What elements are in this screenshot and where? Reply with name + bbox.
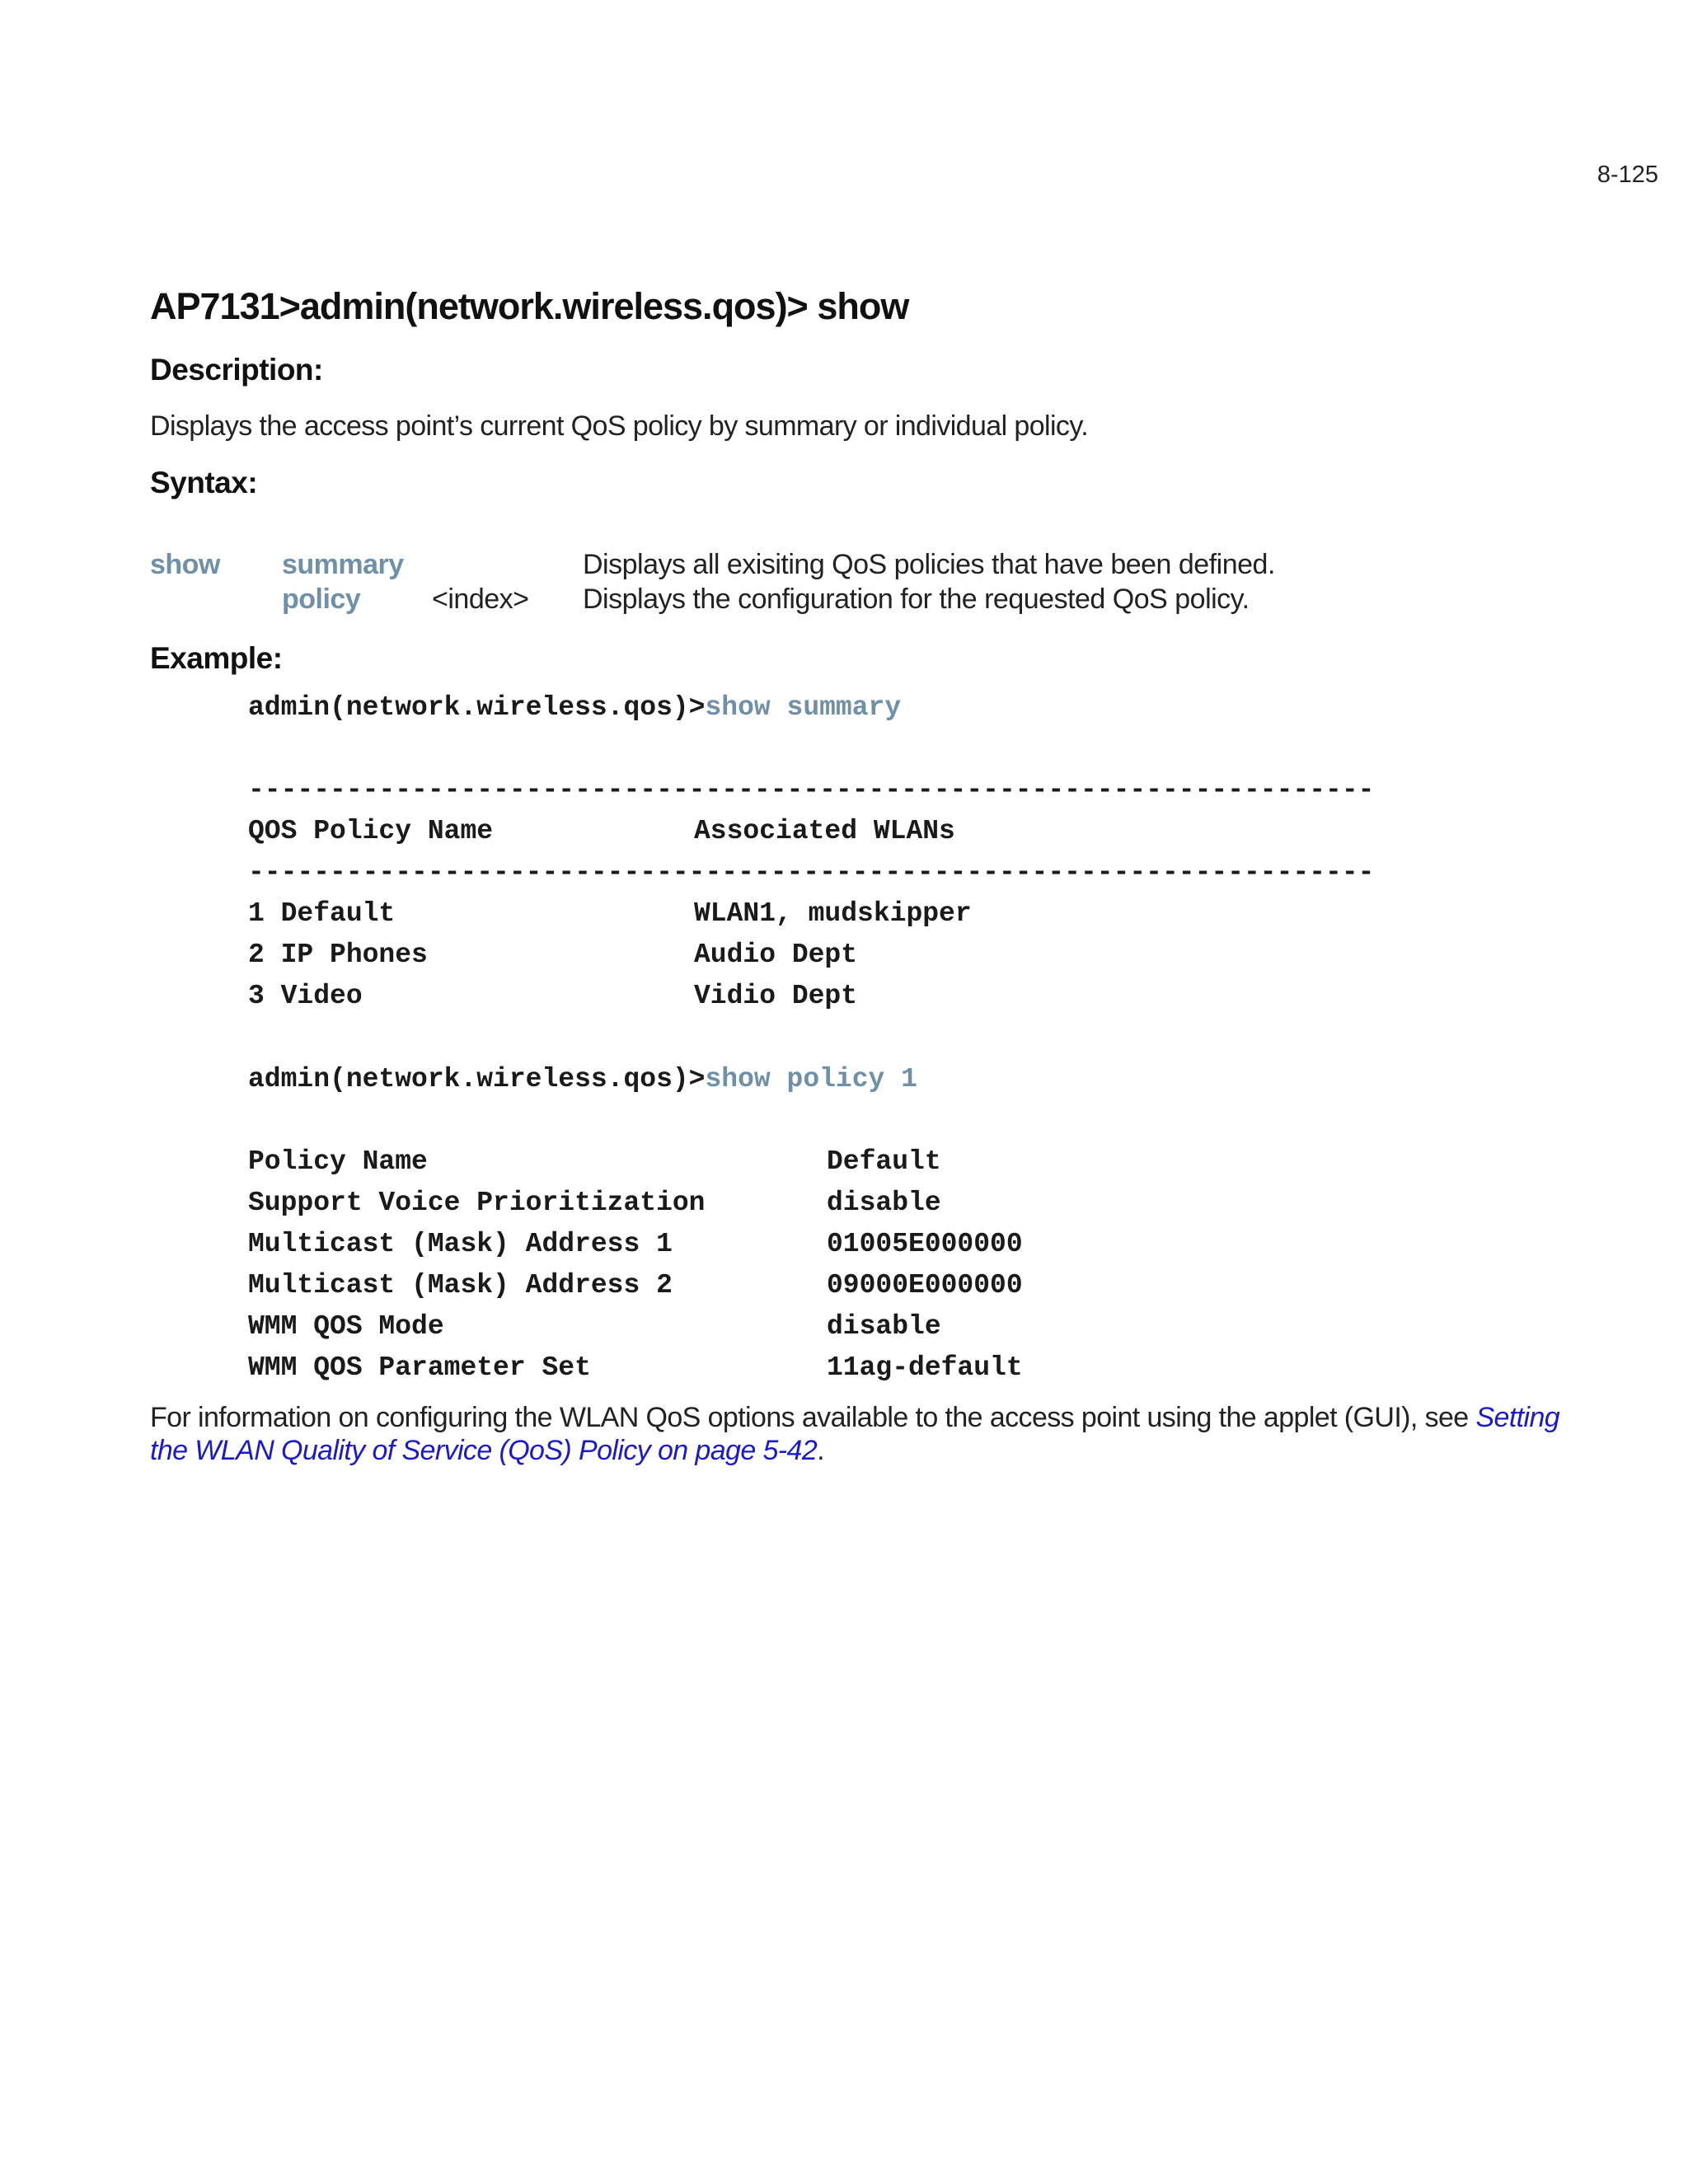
summary-header-name: QOS Policy Name bbox=[248, 816, 494, 846]
footer-paragraph bbox=[150, 1401, 1584, 1467]
syntax-heading: Syntax: bbox=[150, 466, 258, 499]
page-number: 8-125 bbox=[1597, 162, 1658, 188]
description-heading: Description: bbox=[150, 353, 323, 387]
cli-prompt: admin(network.wireless.qos)> bbox=[248, 692, 706, 723]
syntax-description: Displays the configuration for the requested QoS policy. bbox=[583, 583, 1250, 615]
policy-row-value: 11ag-default bbox=[827, 1352, 1023, 1383]
policy-row-value: Default bbox=[827, 1146, 941, 1177]
summary-row-wlans: WLAN1, mudskipper bbox=[694, 898, 972, 929]
summary-row-name: 1 Default bbox=[248, 898, 396, 929]
policy-row-key: WMM QOS Parameter Set bbox=[248, 1352, 591, 1383]
footer-end: . bbox=[817, 1435, 824, 1466]
policy-row-value: 09000E000000 bbox=[827, 1270, 1023, 1301]
policy-row-key: WMM QOS Mode bbox=[248, 1311, 444, 1342]
summary-row-wlans: Vidio Dept bbox=[694, 981, 858, 1011]
example-prompt-line bbox=[248, 1064, 917, 1094]
policy-row-key: Multicast (Mask) Address 1 bbox=[248, 1229, 673, 1259]
example-prompt-line bbox=[248, 692, 901, 723]
summary-row-name: 3 Video bbox=[248, 981, 363, 1011]
cross-reference-link[interactable]: Setting the WLAN Quality of Service (QoS) Policy on page 5-42 bbox=[150, 1402, 1560, 1466]
footer-text: For information on configuring the WLAN QoS options available to the access point using the applet (GUI), see bbox=[150, 1402, 1476, 1433]
policy-row-key: Policy Name bbox=[248, 1146, 428, 1177]
syntax-row bbox=[0, 583, 1688, 618]
command-heading: AP7131>admin(network.wireless.qos)> show bbox=[150, 285, 909, 327]
separator-line: --------------------------------------------------------------------- bbox=[248, 857, 1375, 888]
example-heading: Example: bbox=[150, 641, 283, 675]
summary-header-wlans: Associated WLANs bbox=[694, 816, 955, 846]
syntax-param: <index> bbox=[432, 583, 529, 615]
summary-row-name: 2 IP Phones bbox=[248, 940, 428, 970]
cli-prompt: admin(network.wireless.qos)> bbox=[248, 1064, 706, 1094]
cli-command: show policy 1 bbox=[705, 1064, 917, 1094]
policy-row-value: disable bbox=[827, 1311, 941, 1342]
separator-line: --------------------------------------------------------------------- bbox=[248, 775, 1375, 805]
syntax-description: Displays all exisiting QoS policies that have been defined. bbox=[583, 549, 1275, 580]
policy-row-key: Multicast (Mask) Address 2 bbox=[248, 1270, 673, 1301]
summary-row-wlans: Audio Dept bbox=[694, 940, 858, 970]
syntax-option: policy bbox=[282, 583, 361, 615]
syntax-option: summary bbox=[282, 549, 404, 580]
cli-command: show summary bbox=[705, 692, 902, 723]
policy-row-key: Support Voice Prioritization bbox=[248, 1188, 706, 1218]
syntax-command: show bbox=[150, 549, 220, 580]
policy-row-value: disable bbox=[827, 1188, 941, 1218]
description-text: Displays the access point’s current QoS policy by summary or individual policy. bbox=[150, 410, 1089, 442]
policy-row-value: 01005E000000 bbox=[827, 1229, 1023, 1259]
syntax-row bbox=[0, 549, 1688, 583]
